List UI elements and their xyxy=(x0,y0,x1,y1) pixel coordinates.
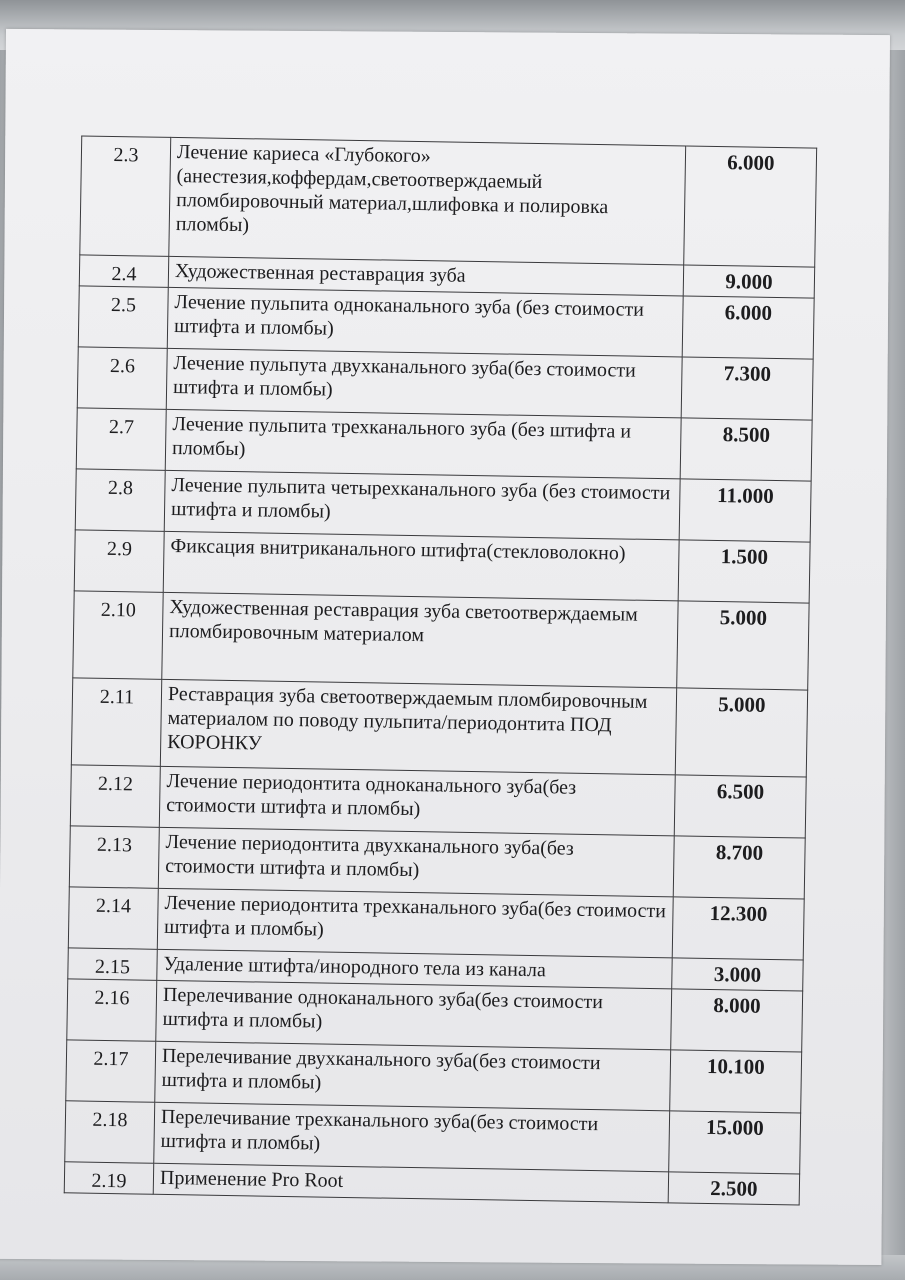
service-description: Лечение периодонтита двухканального зуба(без стоимости штифта и пломбы) xyxy=(158,827,674,897)
service-price: 1.500 xyxy=(678,540,810,603)
service-number: 2.5 xyxy=(78,286,168,348)
service-price: 5.000 xyxy=(675,688,807,777)
service-number: 2.4 xyxy=(79,255,169,287)
service-number: 2.18 xyxy=(65,1101,155,1163)
service-price: 10.100 xyxy=(670,1050,802,1113)
service-number: 2.12 xyxy=(70,765,160,827)
service-price: 8.700 xyxy=(673,836,805,899)
service-price: 11.000 xyxy=(679,479,811,542)
service-price: 9.000 xyxy=(683,265,814,298)
service-price: 5.000 xyxy=(677,601,809,690)
service-description: Реставрация зуба светоотверждаемым пломбировочным материалом по поводу пульпита/периодонтита ПОД КОРОНКУ xyxy=(160,679,676,775)
service-number: 2.15 xyxy=(68,948,158,980)
price-list-sheet xyxy=(0,29,890,1265)
service-description: Лечение пульпита трехканального зуба (без штифта и пломбы) xyxy=(165,409,681,479)
price-table xyxy=(64,135,817,1205)
service-number: 2.16 xyxy=(67,979,157,1041)
service-number: 2.7 xyxy=(76,408,166,470)
service-number: 2.14 xyxy=(68,887,158,949)
service-description: Лечение пульпута двухканального зуба(без стоимости штифта и пломбы) xyxy=(166,348,682,418)
table-row xyxy=(73,591,809,690)
table-row xyxy=(71,678,807,777)
service-price: 6.000 xyxy=(684,146,817,267)
service-number: 2.3 xyxy=(80,136,171,256)
service-price: 8.000 xyxy=(671,989,803,1052)
service-price: 12.300 xyxy=(672,897,804,960)
service-price: 15.000 xyxy=(669,1111,801,1174)
service-price: 8.500 xyxy=(680,418,812,481)
service-price: 6.500 xyxy=(674,775,806,838)
service-description: Фиксация внитриканального штифта(стекловолокно) xyxy=(163,531,679,601)
service-description: Перелечивание одноканального зуба(без стоимости штифта и пломбы) xyxy=(156,980,672,1050)
service-description: Лечение периодонтита трехканального зуба(без стоимости штифта и пломбы) xyxy=(157,888,673,958)
service-number: 2.10 xyxy=(73,591,163,679)
service-price: 7.300 xyxy=(681,357,813,420)
service-price: 3.000 xyxy=(672,958,803,991)
service-number: 2.8 xyxy=(75,469,165,531)
table-row xyxy=(80,136,817,267)
service-description: Удаление штифта/инородного тела из канала xyxy=(157,949,672,989)
service-number: 2.11 xyxy=(71,678,161,766)
service-description: Применение Pro Root xyxy=(153,1163,668,1203)
service-number: 2.17 xyxy=(66,1040,156,1102)
service-number: 2.19 xyxy=(64,1162,154,1194)
service-price: 2.500 xyxy=(668,1172,799,1205)
service-description: Лечение периодонтита одноканального зуба(без стоимости штифта и пломбы) xyxy=(159,766,675,836)
service-number: 2.13 xyxy=(69,826,159,888)
service-number: 2.9 xyxy=(74,530,164,592)
service-description: Перелечивание двухканального зуба(без стоимости штифта и пломбы) xyxy=(155,1041,671,1111)
service-description: Художественная реставрация зуба xyxy=(168,256,683,296)
service-description: Лечение пульпита одноканального зуба (без стоимости штифта и пломбы) xyxy=(167,287,683,357)
service-description: Художественная реставрация зуба светоотверждаемым пломбировочным материалом xyxy=(162,592,678,688)
service-description: Лечение кариеса «Глубокого» (анестезия,коффердам,светоотверждаемый пломбировочный материал,шлифовка и полировка пломбы) xyxy=(169,137,686,265)
service-description: Перелечивание трехканального зуба(без стоимости штифта и пломбы) xyxy=(154,1102,670,1172)
service-number: 2.6 xyxy=(77,347,167,409)
service-price: 6.000 xyxy=(682,296,814,359)
service-description: Лечение пульпита четырехканального зуба (без стоимости штифта и пломбы) xyxy=(164,470,680,540)
